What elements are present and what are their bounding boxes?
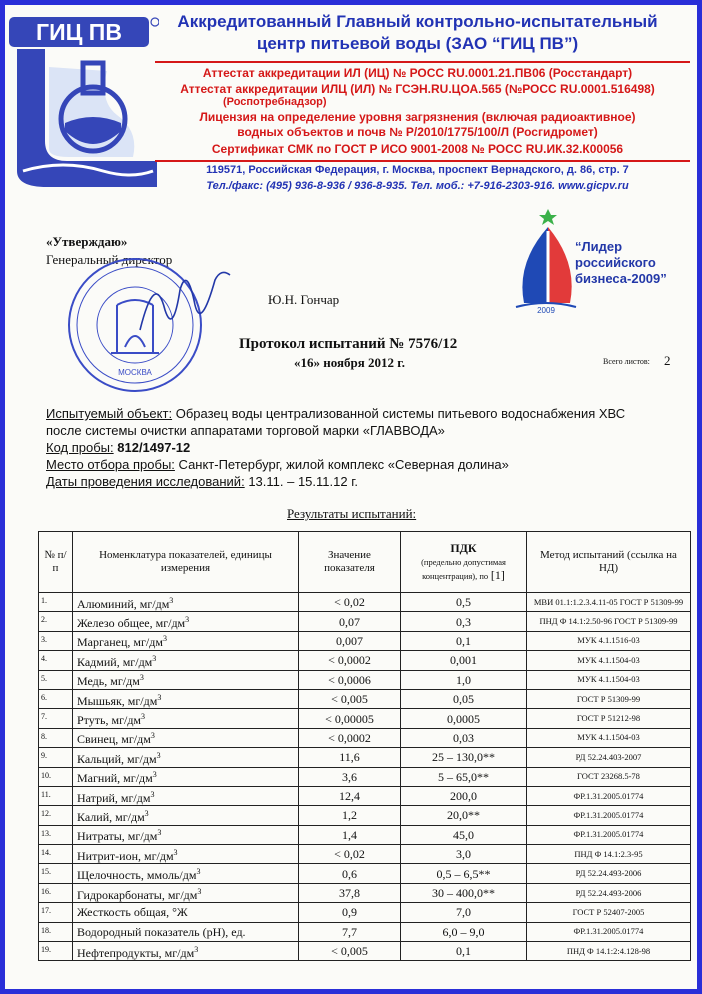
logo-text: ГИЦ ПВ [36, 19, 122, 45]
test-method: ФР.1.31.2005.01774 [527, 825, 691, 844]
pdk-value: 3,0 [401, 845, 527, 864]
unit-superscript: 3 [169, 595, 174, 605]
indicator-value: 1,2 [299, 806, 401, 825]
org-contacts: Тел./факс: (495) 936-8-936 / 936-8-935. Тел. моб.: +7-916-2303-916. www.gicpv.ru [206, 180, 629, 192]
pdk-value: 25 – 130,0** [401, 748, 527, 767]
indicator-label: Жесткость общая, °Ж [77, 905, 188, 920]
indicator-value: < 0,02 [299, 593, 401, 612]
indicator-label: Водородный показатель (pH), ед. [77, 924, 246, 939]
indicator-name [73, 728, 299, 747]
table-row [39, 670, 691, 689]
test-method: МУК 4.1.1504-03 [527, 728, 691, 747]
approval-position: Генеральный директор [46, 252, 173, 267]
license-line2: водных объектов и почв № Р/2010/1775/100/Л (Росгидромет) [237, 125, 598, 139]
table-row [39, 786, 691, 805]
dates-line [46, 474, 358, 489]
row-number: 6. [39, 689, 73, 708]
row-number: 9. [39, 748, 73, 767]
indicator-name [73, 903, 299, 922]
indicator-name [73, 612, 299, 631]
object-value-continued: после системы очистки аппаратами торговой марки «ГЛАВВОДА» [46, 423, 445, 438]
pdk-value: 7,0 [401, 903, 527, 922]
indicator-value: < 0,0006 [299, 670, 401, 689]
indicator-name [73, 767, 299, 786]
results-table [38, 531, 691, 961]
test-method: ПНД Ф 14.1:2:4.128-98 [527, 942, 691, 961]
indicator-name [73, 883, 299, 902]
protocol-date: «16» ноября 2012 г. [294, 355, 405, 370]
pdk-value: 1,0 [401, 670, 527, 689]
pdk-value: 0,3 [401, 612, 527, 631]
indicator-name [73, 631, 299, 650]
approval-title: «Утверждаю» [46, 234, 128, 249]
unit-superscript: 3 [144, 808, 149, 818]
row-number: 3. [39, 631, 73, 650]
indicator-label: Гидрокарбонаты, мг/дм [77, 887, 198, 902]
indicator-name [73, 825, 299, 844]
certificate-line: Сертификат СМК по ГОСТ Р ИСО 9001-2008 № РОСС RU.ИК.32.К00056 [211, 142, 624, 156]
object-value: Образец воды централизованной системы питьевого водоснабжения ХВС [175, 406, 626, 421]
indicator-label: Щелочность, ммоль/дм [77, 868, 197, 883]
table-header-row [39, 532, 691, 593]
pdk-value: 20,0** [401, 806, 527, 825]
indicator-name [73, 593, 299, 612]
place-value: Санкт-Петербург, жилой комплекс «Северная долина» [178, 457, 509, 472]
test-method: ФР.1.31.2005.01774 [527, 922, 691, 941]
pdk-value: 5 – 65,0** [401, 767, 527, 786]
header-pdk-ref: [1] [490, 567, 505, 582]
indicator-value: 1,4 [299, 825, 401, 844]
pdk-value: 6,0 – 9,0 [401, 922, 527, 941]
table-row [39, 689, 691, 708]
unit-superscript: 3 [150, 731, 155, 741]
gic-pv-logo [7, 11, 159, 189]
indicator-name [73, 806, 299, 825]
indicator-value: < 0,0002 [299, 651, 401, 670]
unit-superscript: 3 [173, 847, 178, 857]
table-row [39, 864, 691, 883]
row-number: 10. [39, 767, 73, 786]
document-page [5, 5, 697, 989]
table-row [39, 825, 691, 844]
indicator-label: Алюминий, мг/дм [77, 596, 170, 611]
code-label: Код пробы: [46, 440, 114, 455]
pdk-value: 0,05 [401, 689, 527, 708]
table-row [39, 612, 691, 631]
indicator-value: < 0,00005 [299, 709, 401, 728]
test-method: МУК 4.1.1516-03 [527, 631, 691, 650]
row-number: 13. [39, 825, 73, 844]
indicator-label: Кадмий, мг/дм [77, 654, 153, 669]
test-method: ГОСТ 23268.5-78 [527, 767, 691, 786]
unit-superscript: 3 [141, 712, 146, 722]
test-method: ГОСТ Р 51309-99 [527, 689, 691, 708]
indicator-value: 11,6 [299, 748, 401, 767]
indicator-value: 0,007 [299, 631, 401, 650]
table-row [39, 922, 691, 941]
indicator-label: Нефтепродукты, мг/дм [77, 945, 195, 960]
pdk-value: 0,001 [401, 651, 527, 670]
pdk-value: 200,0 [401, 786, 527, 805]
header-method: Метод испытаний (ссылка на НД) [527, 532, 691, 593]
indicator-label: Ртуть, мг/дм [77, 713, 142, 728]
dates-label: Даты проведения исследований: [46, 474, 245, 489]
sheets-label: Всего листов: [603, 357, 650, 366]
test-method: МВИ 01.1:1.2.3.4.11-05 ГОСТ Р 51309-99 [527, 593, 691, 612]
code-value: 812/1497-12 [117, 440, 191, 455]
pdk-value: 0,1 [401, 631, 527, 650]
indicator-name [73, 922, 299, 941]
indicator-value: < 0,02 [299, 845, 401, 864]
table-row [39, 845, 691, 864]
indicator-label: Медь, мг/дм [77, 674, 140, 689]
accreditation-line2: Аттестат аккредитации ИЛЦ (ИЛ) № ГСЭН.RU.ЦОА.565 (№РОСС RU.0001.516498) [180, 82, 655, 96]
pdk-value: 0,0005 [401, 709, 527, 728]
row-number: 17. [39, 903, 73, 922]
unit-superscript: 3 [156, 750, 161, 760]
indicator-label: Магний, мг/дм [77, 771, 153, 786]
unit-superscript: 3 [197, 886, 202, 896]
table-row [39, 593, 691, 612]
header-pdk-sub: (предельно допустимая концентрация), по [421, 556, 506, 581]
org-title-line2: центр питьевой воды (ЗАО “ГИЦ ПВ”) [256, 34, 579, 53]
row-number: 2. [39, 612, 73, 631]
indicator-value: 12,4 [299, 786, 401, 805]
indicator-name [73, 748, 299, 767]
pdk-value: 45,0 [401, 825, 527, 844]
indicator-value: < 0,0002 [299, 728, 401, 747]
unit-superscript: 3 [152, 770, 157, 780]
unit-superscript: 3 [185, 615, 190, 625]
table-row [39, 748, 691, 767]
table-row [39, 728, 691, 747]
header-divider-bottom [155, 160, 690, 162]
indicator-name [73, 786, 299, 805]
test-method: РД 52.24.403-2007 [527, 748, 691, 767]
award-text: “Лидер российского бизнеса-2009” [575, 239, 667, 286]
header-pdk [401, 532, 527, 593]
indicator-name [73, 651, 299, 670]
org-title-line1: Аккредитованный Главный контрольно-испытательный [177, 12, 658, 31]
unit-superscript: 3 [162, 634, 167, 644]
unit-superscript: 3 [157, 692, 162, 702]
row-number: 5. [39, 670, 73, 689]
test-method: РД 52.24.493-2006 [527, 864, 691, 883]
indicator-value: 0,6 [299, 864, 401, 883]
license-line1: Лицензия на определение уровня загрязнения (включая радиоактивное) [199, 110, 636, 124]
row-number: 12. [39, 806, 73, 825]
header-num: № п/п [39, 532, 73, 593]
place-label: Место отбора пробы: [46, 457, 175, 472]
test-method: РД 52.24.493-2006 [527, 883, 691, 902]
indicator-name [73, 709, 299, 728]
test-method: ПНД Ф 14.1:2.50-96 ГОСТ Р 51309-99 [527, 612, 691, 631]
indicator-value: < 0,005 [299, 689, 401, 708]
indicator-label: Нитраты, мг/дм [77, 829, 158, 844]
object-line [46, 406, 625, 421]
indicator-value: 37,8 [299, 883, 401, 902]
approval-signer: Ю.Н. Гончар [268, 292, 340, 307]
indicator-value: 0,07 [299, 612, 401, 631]
protocol-title: Протокол испытаний № 7576/12 [239, 336, 458, 352]
unit-superscript: 3 [150, 789, 155, 799]
header-name: Номенклатура показателей, единицы измерения [73, 532, 299, 593]
results-table-body [39, 593, 691, 961]
table-row [39, 631, 691, 650]
pdk-value: 0,5 – 6,5** [401, 864, 527, 883]
table-row [39, 651, 691, 670]
test-method: ФР.1.31.2005.01774 [527, 786, 691, 805]
results-title: Результаты испытаний: [287, 506, 417, 521]
row-number: 8. [39, 728, 73, 747]
row-number: 15. [39, 864, 73, 883]
test-method: ГОСТ Р 52407-2005 [527, 903, 691, 922]
indicator-value: 0,9 [299, 903, 401, 922]
row-number: 4. [39, 651, 73, 670]
row-number: 19. [39, 942, 73, 961]
indicator-value: < 0,005 [299, 942, 401, 961]
indicator-value: 7,7 [299, 922, 401, 941]
indicator-label: Нитрит-ион, мг/дм [77, 848, 174, 863]
row-number: 16. [39, 883, 73, 902]
table-row [39, 903, 691, 922]
object-label: Испытуемый объект: [46, 406, 173, 421]
indicator-label: Марганец, мг/дм [77, 635, 163, 650]
org-address: 119571, Российская Федерация, г. Москва, проспект Вернадского, д. 86, стр. 7 [206, 164, 629, 176]
indicator-name [73, 942, 299, 961]
indicator-label: Свинец, мг/дм [77, 732, 151, 747]
pdk-value: 30 – 400,0** [401, 883, 527, 902]
code-line [46, 440, 190, 455]
indicator-label: Кальций, мг/дм [77, 751, 157, 766]
test-method: МУК 4.1.1504-03 [527, 670, 691, 689]
indicator-label: Натрий, мг/дм [77, 790, 151, 805]
unit-superscript: 3 [196, 867, 201, 877]
table-row [39, 806, 691, 825]
indicator-name [73, 864, 299, 883]
row-number: 11. [39, 786, 73, 805]
unit-superscript: 3 [152, 653, 157, 663]
stamp-city: МОСКВА [118, 368, 152, 377]
indicator-label: Железо общее, мг/дм [77, 616, 186, 631]
table-row [39, 942, 691, 961]
award-year: 2009 [537, 306, 555, 315]
test-method: ПНД Ф 14.1:2.3-95 [527, 845, 691, 864]
table-row [39, 709, 691, 728]
row-number: 7. [39, 709, 73, 728]
pdk-value: 0,1 [401, 942, 527, 961]
row-number: 14. [39, 845, 73, 864]
unit-superscript: 3 [157, 828, 162, 838]
header-pdk-title: ПДК [450, 540, 477, 555]
row-number: 1. [39, 593, 73, 612]
place-line [46, 457, 509, 472]
row-number: 18. [39, 922, 73, 941]
table-row [39, 883, 691, 902]
test-method: ФР.1.31.2005.01774 [527, 806, 691, 825]
test-method: ГОСТ Р 51212-98 [527, 709, 691, 728]
director-signature [135, 260, 235, 340]
award-sail-logo [510, 203, 580, 315]
header-value: Значение показателя [299, 532, 401, 593]
indicator-name [73, 689, 299, 708]
pdk-value: 0,5 [401, 593, 527, 612]
indicator-name [73, 670, 299, 689]
indicator-label: Калий, мг/дм [77, 809, 145, 824]
accreditation-line3: (Роспотребнадзор) [223, 96, 327, 108]
table-row [39, 767, 691, 786]
pdk-value: 0,03 [401, 728, 527, 747]
header-divider-top [155, 61, 690, 63]
sheets-count: 2 [664, 353, 671, 368]
indicator-name [73, 845, 299, 864]
test-method: МУК 4.1.1504-03 [527, 651, 691, 670]
indicator-label: Мышьяк, мг/дм [77, 693, 158, 708]
unit-superscript: 3 [139, 673, 144, 683]
unit-superscript: 3 [194, 944, 199, 954]
dates-value: 13.11. – 15.11.12 г. [248, 474, 358, 489]
indicator-value: 3,6 [299, 767, 401, 786]
accreditation-line1: Аттестат аккредитации ИЛ (ИЦ) № РОСС RU.0001.21.ПВ06 (Росстандарт) [202, 66, 633, 80]
